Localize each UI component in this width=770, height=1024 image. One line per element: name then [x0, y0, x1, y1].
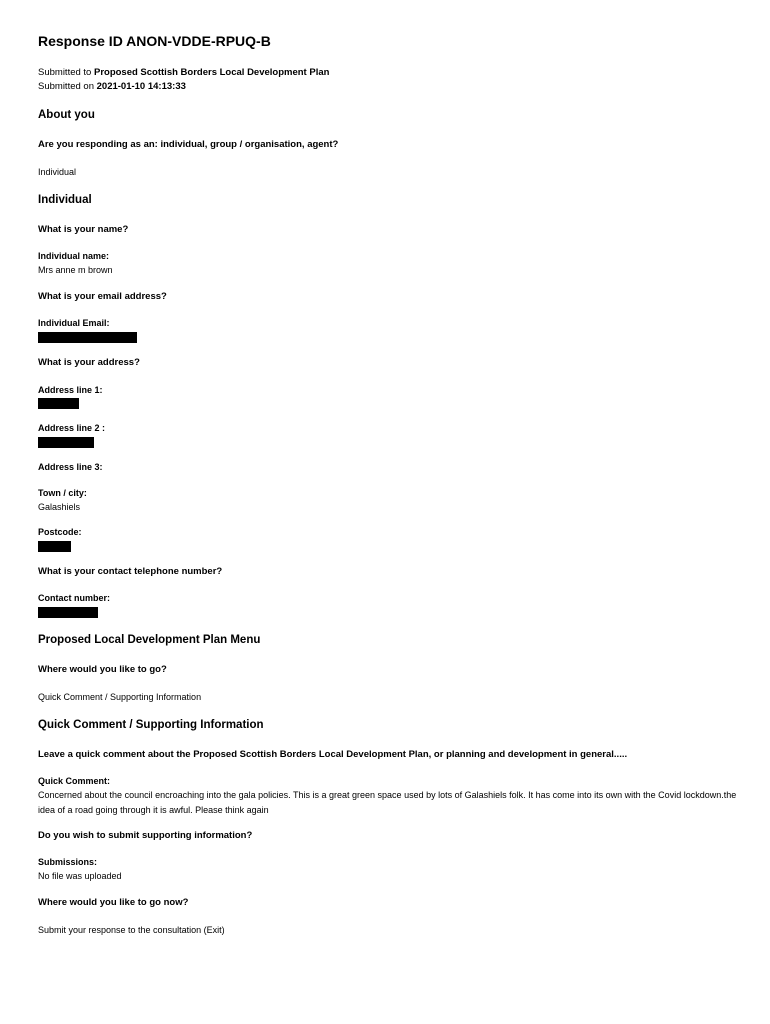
submissions-value: No file was uploaded: [38, 871, 122, 881]
phone-redaction: [38, 607, 98, 618]
quick-comment-label: Quick Comment:: [38, 776, 111, 786]
phone-label: Contact number:: [38, 593, 110, 603]
address-line-3-label: Address line 3:: [38, 462, 103, 472]
next-step-question: Where would you like to go now?: [38, 897, 189, 908]
section-about-you-heading: About you: [38, 109, 95, 121]
respondent-type-answer: Individual: [38, 167, 77, 177]
quick-comment-question: Leave a quick comment about the Proposed Scottish Borders Local Development Plan, or planning and development in general.....: [38, 749, 628, 760]
supporting-info-question: Do you wish to submit supporting information?: [38, 830, 253, 841]
postcode-redaction: [38, 541, 71, 552]
submitted-on-line: [38, 81, 186, 92]
town-label: Town / city:: [38, 488, 87, 498]
section-quick-comment-heading: Quick Comment / Supporting Information: [38, 719, 264, 731]
town-value: Galashiels: [38, 502, 81, 512]
menu-answer: Quick Comment / Supporting Information: [38, 692, 202, 702]
respondent-type-question: Are you responding as an: individual, group / organisation, agent?: [38, 139, 339, 150]
name-value: Mrs anne m brown: [38, 265, 113, 275]
address-line-1-redaction: [38, 398, 79, 409]
phone-question: What is your contact telephone number?: [38, 566, 223, 577]
menu-question: Where would you like to go?: [38, 664, 167, 675]
page-title: Response ID ANON-VDDE-RPUQ-B: [38, 33, 271, 49]
address-line-2-label: Address line 2 :: [38, 423, 106, 433]
next-step-answer: Submit your response to the consultation (Exit): [38, 925, 225, 935]
section-menu-heading: Proposed Local Development Plan Menu: [38, 634, 261, 646]
submitted-on-value: 2021-01-10 14:13:33: [96, 81, 186, 92]
submitted-to-value: Proposed Scottish Borders Local Development Plan: [93, 67, 330, 78]
address-line-2-redaction: [38, 437, 94, 448]
address-line-1-label: Address line 1:: [38, 385, 103, 395]
submissions-label: Submissions:: [38, 857, 98, 867]
email-redaction: [38, 332, 137, 343]
postcode-label: Postcode:: [38, 527, 82, 537]
submitted-to-prefix: Submitted to: [38, 67, 94, 78]
name-label: Individual name:: [38, 251, 110, 261]
email-question: What is your email address?: [38, 291, 167, 302]
name-question: What is your name?: [38, 224, 129, 235]
submitted-to-line: [38, 67, 329, 78]
quick-comment-value: Concerned about the council encroaching into the gala policies. This is a great green space used by lots of Galashiels folk. It has come into its own with the Covid lockdown.the idea of a road going through it is awful. Please think again: [38, 790, 737, 815]
email-label: Individual Email:: [38, 318, 110, 328]
submitted-on-prefix: Submitted on: [38, 81, 97, 92]
section-individual-heading: Individual: [38, 194, 92, 206]
address-question: What is your address?: [38, 357, 140, 368]
